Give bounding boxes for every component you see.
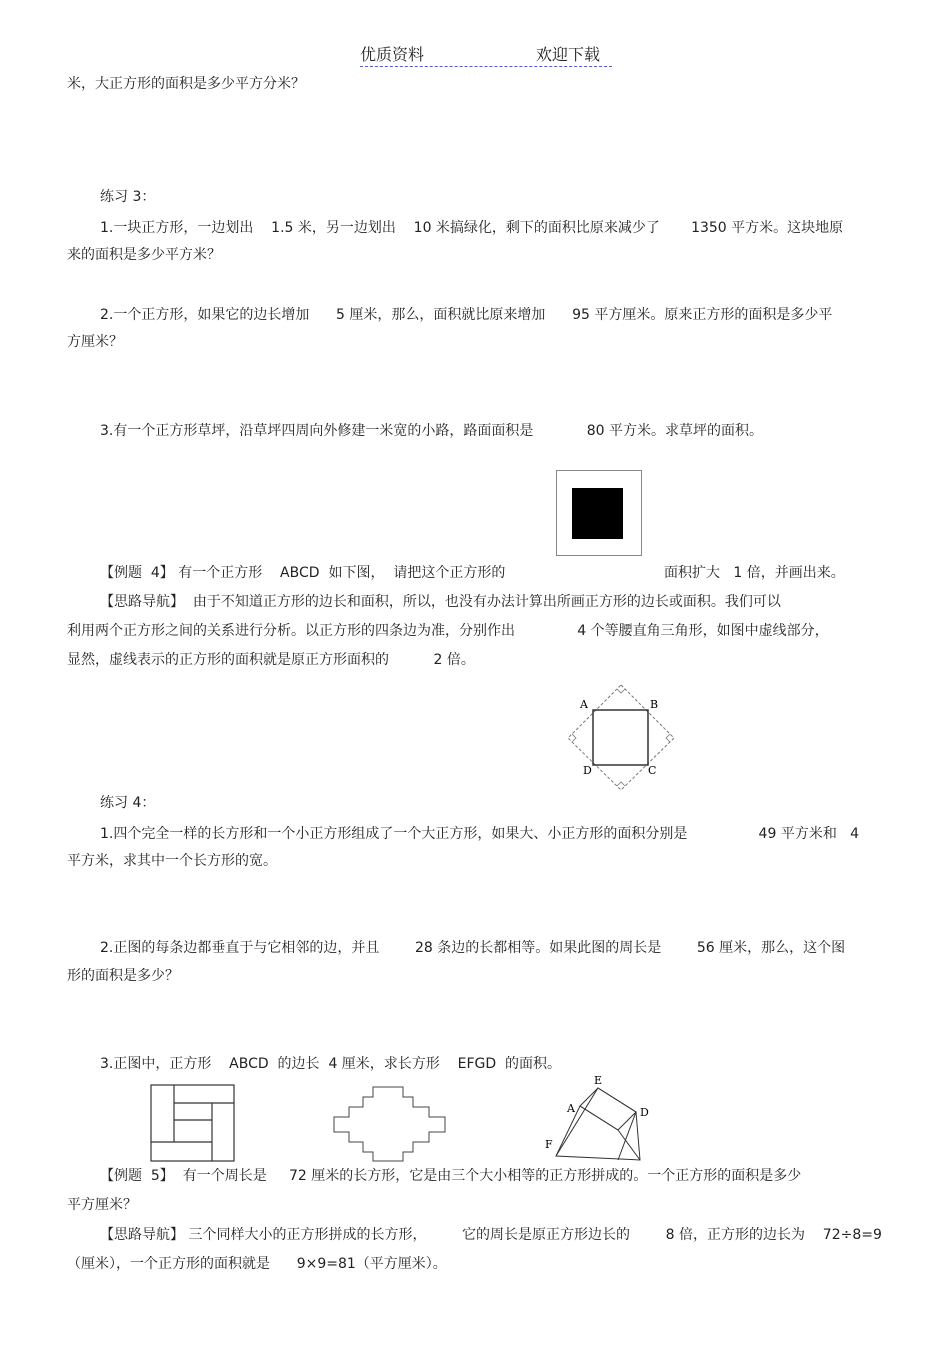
question-3-2: 2.一个正方形，如果它的边长增加 5 厘米，那么，面积就比原来增加 95 平方厘米。原来正方形的面积是多少平 xyxy=(100,307,833,323)
solution-hint-4-cont1: 利用两个正方形之间的关系进行分析。以正方形的四条边为准，分别作出 4 个等腰直角三角形，如图中虚线部分， xyxy=(67,623,829,639)
label-c: C xyxy=(648,764,657,777)
square-rectangle-figure xyxy=(540,1072,660,1164)
question-3-3: 3.有一个正方形草坪，沿草坪四周向外修建一米宽的小路，路面面积是 80 平方米。求草坪的面积。 xyxy=(100,423,764,439)
label-d: D xyxy=(640,1106,649,1119)
label-b: B xyxy=(650,698,659,711)
lawn-figure xyxy=(556,470,642,556)
cross-polygon-figure xyxy=(333,1086,447,1162)
question-4-1-cont: 平方米，求其中一个长方形的宽。 xyxy=(67,853,277,869)
solution-hint-4: 【思路导航】 由于不知道正方形的边长和面积，所以，也没有办法计算出所画正方形的边长或面积。我们可以 xyxy=(100,594,781,610)
question-4-2-cont: 形的面积是多少？ xyxy=(67,968,179,984)
question-3-1-cont: 来的面积是多少平方米？ xyxy=(67,247,221,263)
question-3-2-cont: 方厘米？ xyxy=(67,334,123,350)
question-3-1: 1.一块正方形，一边划出 1.5 米，另一边划出 10 米搞绿化，剩下的面积比原来减少了 1350 平方米。这块地原 xyxy=(100,220,844,236)
label-d: D xyxy=(583,764,592,777)
lawn-square xyxy=(572,488,623,539)
label-e: E xyxy=(594,1074,603,1087)
solution-hint-5-cont: （厘米），一个正方形的面积就是 9×9=81（平方厘米）。 xyxy=(67,1256,447,1272)
question-4-3: 3.正图中，正方形 ABCD 的边长 4 厘米，求长方形 EFGD 的面积。 xyxy=(100,1056,562,1072)
page-header xyxy=(360,42,612,67)
header-right-text: 欢迎下载 xyxy=(536,45,601,64)
question-4-2: 2.正图的每条边都垂直于与它相邻的边，并且 28 条边的长都相等。如果此图的周长是 56 厘米，那么，这个图 xyxy=(100,940,846,956)
label-a: A xyxy=(567,1102,575,1115)
example-5: 【例题 5】 有一个周长是 72 厘米的长方形，它是由三个大小相等的正方形拼成的。一个正方形的面积是多少 xyxy=(100,1168,802,1184)
square-abcd xyxy=(593,710,648,765)
solution-hint-4-cont2: 显然，虚线表示的正方形的面积就是原正方形面积的 2 倍。 xyxy=(67,652,475,668)
label-a: A xyxy=(580,698,588,711)
exercise-3-title: 练习 3： xyxy=(100,189,156,205)
solution-hint-5: 【思路导航】 三个同样大小的正方形拼成的长方形， 它的周长是原正方形边长的 8 倍，正方形的边长为 72÷8=9 xyxy=(100,1227,882,1243)
example-5-cont: 平方厘米？ xyxy=(67,1197,137,1213)
header-left-text: 优质资料 xyxy=(360,45,425,64)
question-4-1: 1.四个完全一样的长方形和一个小正方形组成了一个大正方形，如果大、小正方形的面积分别是 49 平方米和 4 xyxy=(100,826,860,842)
label-f: F xyxy=(545,1138,553,1151)
four-rectangles-figure xyxy=(150,1084,236,1164)
example-4-cont: 面积扩大 1 倍，并画出来。 xyxy=(664,565,845,581)
example-4: 【例题 4】 有一个正方形 ABCD 如下图， 请把这个正方形的 xyxy=(100,565,506,581)
exercise-4-title: 练习 4： xyxy=(100,795,156,811)
abcd-doubled-square-figure xyxy=(560,680,680,792)
text-line: 米，大正方形的面积是多少平方分米？ xyxy=(67,76,305,92)
